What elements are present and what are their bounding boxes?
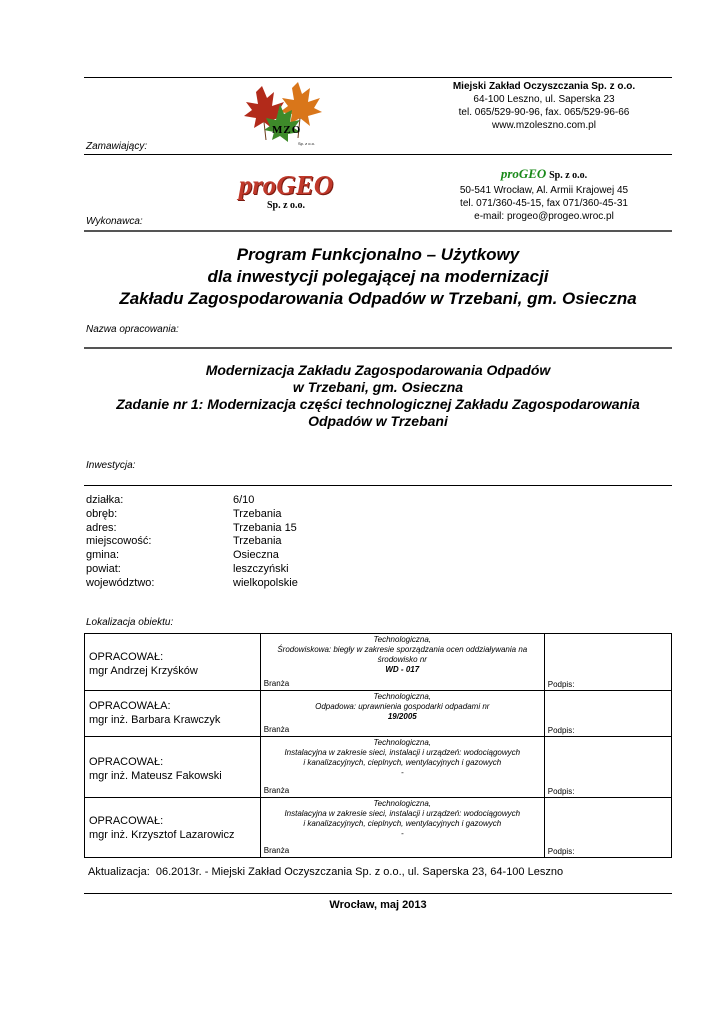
client-phone: tel. 065/529-90-96, fax. 065/529-96-66	[458, 107, 630, 118]
title-label: Nazwa opracowania:	[86, 324, 179, 335]
client-web: www.mzoleszno.com.pl	[492, 120, 596, 131]
table-row	[85, 737, 672, 798]
podpis-label: Podpis:	[547, 726, 575, 735]
signature-cell	[544, 634, 671, 691]
contractor-email: e-mail: progeo@progeo.wroc.pl	[474, 211, 614, 222]
podpis-label: Podpis:	[547, 787, 575, 796]
specialty-line: Technologiczna,	[373, 692, 432, 701]
contractor-info	[414, 166, 674, 223]
specialty-line: Instalacyjna w zakresie sieci, instalacji i urządzeń: wodociągowych	[284, 748, 521, 757]
progeo-logo-text: proGEO	[238, 170, 334, 200]
specialty-line: i kanalizacyjnych, cieplnych, wentylacyjnych i gazowych	[303, 819, 502, 828]
inv-value: Trzebania	[233, 507, 282, 520]
table-row	[85, 634, 672, 691]
specialty-cell	[260, 737, 544, 798]
signature-cell	[544, 737, 671, 798]
rule-contractor	[84, 230, 672, 232]
author-name: mgr inż. Barbara Krawczyk	[89, 714, 221, 726]
progeo-logo-sub: Sp. z o.o.	[266, 200, 306, 211]
investment-keys	[86, 494, 154, 591]
inv-value: wielkopolskie	[233, 576, 298, 589]
inv-value: leszczyński	[233, 562, 289, 575]
program-title-line1: Program Funkcjonalno – Użytkowy	[236, 245, 520, 264]
specialty-line: Środowiskowa: biegły w zakresie sporządzania ocen oddziaływania na	[277, 645, 528, 654]
client-address: 64-100 Leszno, ul. Saperska 23	[473, 94, 615, 105]
study-line4: Odpadów w Trzebani	[308, 413, 448, 429]
investment-values	[233, 494, 298, 591]
author-name: mgr inż. Krzysztof Lazarowicz	[89, 829, 235, 841]
inv-value: 6/10	[233, 494, 255, 506]
specialty-line: Odpadowa: uprawnienia gospodarki odpadami nr	[315, 702, 490, 711]
specialty-cell	[260, 634, 544, 691]
top-rule	[84, 77, 672, 78]
progeo-logo	[226, 170, 346, 212]
table-row	[85, 798, 672, 858]
podpis-label: Podpis:	[547, 680, 575, 689]
author-cell	[85, 737, 261, 798]
specialty-line: Instalacyjna w zakresie sieci, instalacji i urządzeń: wodociągowych	[284, 809, 521, 818]
inv-key: działka:	[86, 494, 124, 506]
rule-study	[84, 485, 672, 486]
inv-key: województwo:	[86, 576, 155, 589]
branza-label: Branża	[263, 846, 290, 855]
contractor-brand: proGEO	[500, 166, 547, 181]
client-name: Miejski Zakład Oczyszczania Sp. z o.o.	[452, 81, 636, 92]
specialty-cell	[260, 798, 544, 858]
authors-table	[84, 633, 672, 858]
program-title-line2: dla inwestycji polegającej na modernizacji	[207, 267, 549, 286]
study-label: Inwestycja:	[86, 460, 136, 471]
rule-client	[84, 154, 672, 155]
author-role: OPRACOWAŁ:	[89, 815, 164, 827]
author-name: mgr inż. Mateusz Fakowski	[89, 770, 222, 782]
signature-cell	[544, 798, 671, 858]
program-title	[84, 244, 672, 310]
specialty-line: Technologiczna,	[373, 799, 432, 808]
author-role: OPRACOWAŁ:	[89, 756, 164, 768]
program-title-line3: Zakładu Zagospodarowania Odpadów w Trzebani, gm. Osieczna	[119, 289, 637, 308]
update-note: Aktualizacja: 06.2013r. - Miejski Zakład Oczyszczania Sp. z o.o., ul. Saperska 23, 64-100 Leszno	[88, 866, 564, 878]
contractor-phone: tel. 071/360-45-15, fax 071/360-45-31	[460, 198, 628, 209]
specialty-line: i kanalizacyjnych, cieplnych, wentylacyjnych i gazowych	[303, 758, 502, 767]
author-cell	[85, 798, 261, 858]
inv-key: powiat:	[86, 562, 121, 575]
inv-value: Osieczna	[233, 549, 279, 562]
study-name	[84, 362, 672, 430]
study-line3: Zadanie nr 1: Modernizacja części technologicznej Zakładu Zagospodarowania	[116, 396, 640, 412]
inv-key: obręb:	[86, 507, 118, 520]
branza-label: Branża	[263, 679, 290, 688]
inv-key: miejscowość:	[86, 535, 152, 548]
specialty-cell	[260, 691, 544, 737]
license-code: WD - 017	[385, 665, 420, 674]
location-label: Lokalizacja obiektu:	[86, 617, 174, 628]
specialty-line: Technologiczna,	[373, 635, 432, 644]
inv-key: adres:	[86, 521, 117, 534]
rule-update	[84, 893, 672, 894]
author-role: OPRACOWAŁ:	[89, 651, 164, 663]
inv-value: Trzebania	[233, 535, 282, 548]
author-cell	[85, 634, 261, 691]
mzo-logo	[240, 78, 326, 150]
study-line1: Modernizacja Zakładu Zagospodarowania Odpadów	[205, 362, 551, 378]
license-code: -	[400, 829, 404, 838]
maple-leaves-icon	[240, 78, 326, 150]
license-code: 19/2005	[387, 712, 417, 721]
study-line2: w Trzebani, gm. Osieczna	[292, 379, 464, 395]
contractor-brand-suffix: Sp. z o.o.	[549, 170, 588, 181]
author-cell	[85, 691, 261, 737]
table-row	[85, 691, 672, 737]
author-role: OPRACOWAŁA:	[89, 700, 171, 712]
signature-cell	[544, 691, 671, 737]
inv-value: Trzebania 15	[233, 521, 297, 534]
rule-title	[84, 347, 672, 349]
podpis-label: Podpis:	[547, 847, 575, 856]
specialty-line: Technologiczna,	[373, 738, 432, 747]
license-code: -	[400, 768, 404, 777]
specialty-line: środowisko nr	[377, 655, 427, 664]
footer-place-date: Wrocław, maj 2013	[329, 899, 427, 911]
contractor-address: 50-541 Wrocław, Al. Armii Krajowej 45	[459, 185, 629, 196]
mzo-logo-sub: Sp. z o.o.	[298, 141, 315, 146]
mzo-logo-text: MZO	[272, 124, 302, 136]
branza-label: Branża	[263, 725, 290, 734]
client-label: Zamawiający:	[86, 141, 148, 152]
author-name: mgr Andrzej Krzyśków	[89, 665, 198, 677]
inv-key: gmina:	[86, 549, 120, 562]
client-info	[414, 80, 674, 132]
branza-label: Branża	[263, 786, 290, 795]
contractor-label: Wykonawca:	[86, 216, 143, 227]
